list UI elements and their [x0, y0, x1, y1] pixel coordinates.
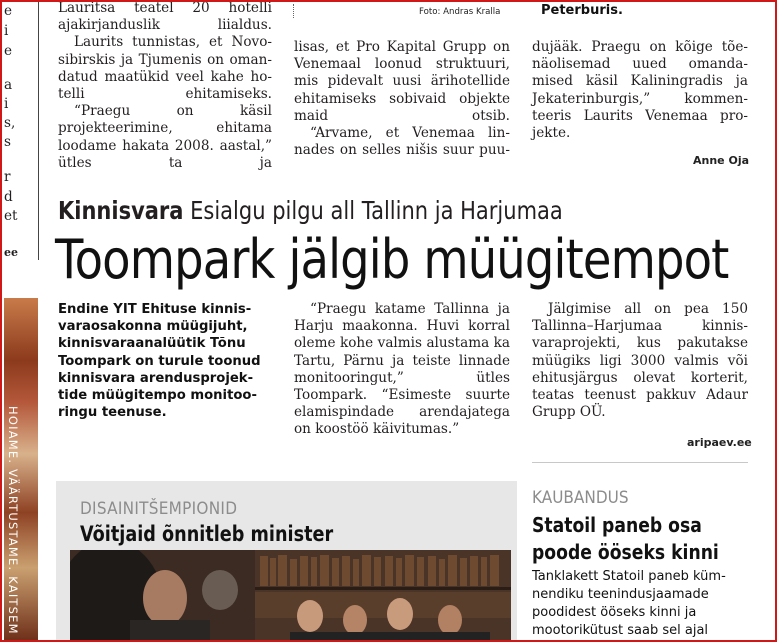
paragraph: Jälgimise all on pea 150 Tallinna–Harjumaa kinnisvaraprojekti, kus pakutakse müügiks ligi 3000 valmis või ehitusjärgus olevat korterit, teatas teenust pakkuv Adaur Grupp OÜ.: [532, 301, 748, 421]
paragraph: dujääk. Praegu on kõige tõenäolisemad uued omandamised käsil Kaliningradis ja Jekaterinburgis,” kommenteeris Laurits Venemaa projekte.: [532, 39, 748, 142]
left-fragment: s,: [4, 115, 16, 131]
article-column-2: [294, 301, 510, 439]
photo-illustration: [70, 550, 511, 642]
left-fragment: et: [4, 208, 18, 224]
paragraph: “Arvame, et Venemaa linnades on selles nišis suur puu-: [294, 125, 510, 159]
left-fragment: d: [4, 189, 13, 205]
headline: Toompark jälgib müügitempot: [55, 228, 729, 291]
paragraph: “Praegu on käsil projekteerimine, ehitama loodame hakata 2008. aastal,” ütles ta ja: [58, 103, 272, 171]
kicker-text: Esialgu pilgu all Tallinn ja Harjumaa: [190, 196, 563, 225]
left-fragment: i: [4, 96, 9, 112]
city-fragment: Peterburis.: [541, 3, 623, 18]
byline: Anne Oja: [693, 154, 750, 167]
top-column-2: [294, 39, 510, 159]
left-fragment: e: [4, 3, 13, 19]
box-title: Võitjaid õnnitleb minister: [80, 522, 334, 546]
paragraph: Laurits tunnistas, et Novosibirskis ja Tjumenis on omandatud maatükid veel kahe hotelli ehitamiseks.: [58, 34, 272, 103]
divider: [532, 462, 748, 463]
left-fragment: e: [4, 43, 13, 59]
left-fragment: i: [4, 23, 9, 39]
box-kicker: DISAINITŠEMPIONID: [80, 499, 238, 519]
right-title-line: poode ööseks kinni: [532, 540, 719, 564]
section-name: Kinnisvara: [58, 196, 184, 225]
left-fragment: a: [4, 77, 13, 93]
column-divider: [293, 4, 295, 18]
right-kicker: KAUBANDUS: [532, 488, 629, 508]
article-column-3: [532, 301, 748, 421]
vertical-banner-text: HOIAME. VÄÄRTUSTAME. KAITSEM: [6, 406, 20, 635]
left-cut-column: [4, 2, 39, 260]
left-fragment: r: [4, 169, 11, 185]
right-title: [532, 512, 738, 566]
left-fragment: s: [4, 134, 11, 150]
paragraph: Lauritsa teatel 20 hotelli ajakirjanduslik liialdus.: [58, 0, 272, 34]
lead-paragraph: Endine YIT Ehituse kinnisvaraosakonna müügijuht, kinnisvaraanalüütik Tõnu Toompark on turule toonud kinnisvara arendusprojektide müügitempo monitooringu teenuse.: [58, 302, 261, 421]
top-column-3: [532, 39, 748, 142]
photo-credit: Foto: Andras Kralla: [419, 7, 501, 17]
section-kicker: [58, 196, 563, 225]
paragraph: lisas, et Pro Kapital Grupp on Venemaal loonud struktuuri, mis pidevalt uusi ärihotellide ehitamiseks sobivaid objekte maid otsib.: [294, 39, 510, 124]
paragraph: “Praegu katame Tallinna ja Harju maakonna. Huvi korral oleme kohe valmis alustama ka Tartu, Pärnu ja teiste linnade monitooringut,” ütles Toompark. “Esimeste suurte elamispindade arendajatega on koostöö käivitumas.”: [294, 301, 510, 438]
top-column-1: [58, 0, 272, 172]
source-credit: aripaev.ee: [687, 436, 752, 449]
ceremony-photo: [70, 550, 511, 642]
right-body: Tanklakett Statoil paneb kümnendiku teenindusjaamade poodidest ööseks kinni ja mootorikütust saab sel ajal: [532, 569, 726, 638]
left-fragment: ee: [4, 246, 18, 259]
right-title-line: Statoil paneb osa: [532, 513, 702, 537]
